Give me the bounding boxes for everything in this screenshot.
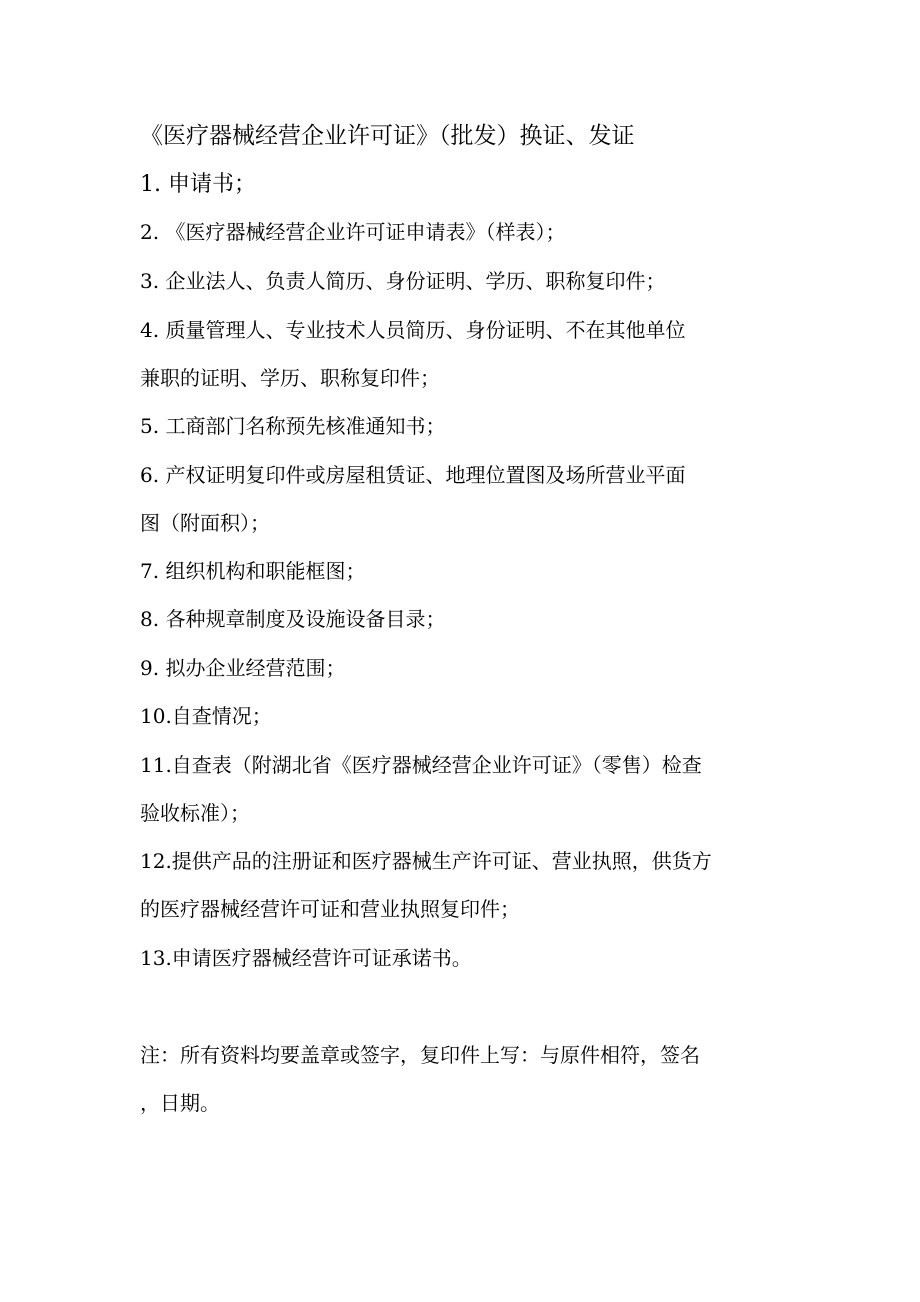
list-item: 1. 申请书； [140, 172, 256, 197]
document-title: 《医疗器械经营企业许可证》（批发）换证、发证 [140, 123, 635, 149]
list-item-continuation: 的医疗器械经营许可证和营业执照复印件； [140, 897, 520, 921]
note-line-continuation: ，日期。 [140, 1091, 220, 1115]
list-item: 10.自查情况； [140, 704, 272, 728]
list-item: 11.自查表（附湖北省《医疗器械经营企业许可证》（零售）检查 [140, 753, 702, 777]
list-item: 2. 《医疗器械经营企业许可证申请表》（样表）； [140, 220, 566, 244]
list-item: 3. 企业法人、负责人简历、身份证明、学历、职称复印件； [140, 269, 666, 293]
list-item-continuation: 兼职的证明、学历、职称复印件； [140, 366, 440, 390]
list-item: 4. 质量管理人、专业技术人员简历、身份证明、不在其他单位 [140, 318, 686, 342]
list-item: 6. 产权证明复印件或房屋租赁证、地理位置图及场所营业平面 [140, 463, 686, 487]
list-item: 13.申请医疗器械经营许可证承诺书。 [140, 946, 472, 970]
note-line: 注：所有资料均要盖章或签字，复印件上写：与原件相符，签名 [140, 1043, 700, 1067]
list-item-continuation: 验收标准）； [140, 801, 250, 825]
list-item: 12.提供产品的注册证和医疗器械生产许可证、营业执照，供货方 [140, 849, 712, 873]
list-item: 7. 组织机构和职能框图； [140, 559, 366, 583]
list-item-continuation: 图（附面积）； [140, 511, 270, 535]
list-item: 5. 工商部门名称预先核准通知书； [140, 414, 446, 438]
list-item: 8. 各种规章制度及设施设备目录； [140, 607, 446, 631]
list-item: 9. 拟办企业经营范围； [140, 656, 346, 680]
